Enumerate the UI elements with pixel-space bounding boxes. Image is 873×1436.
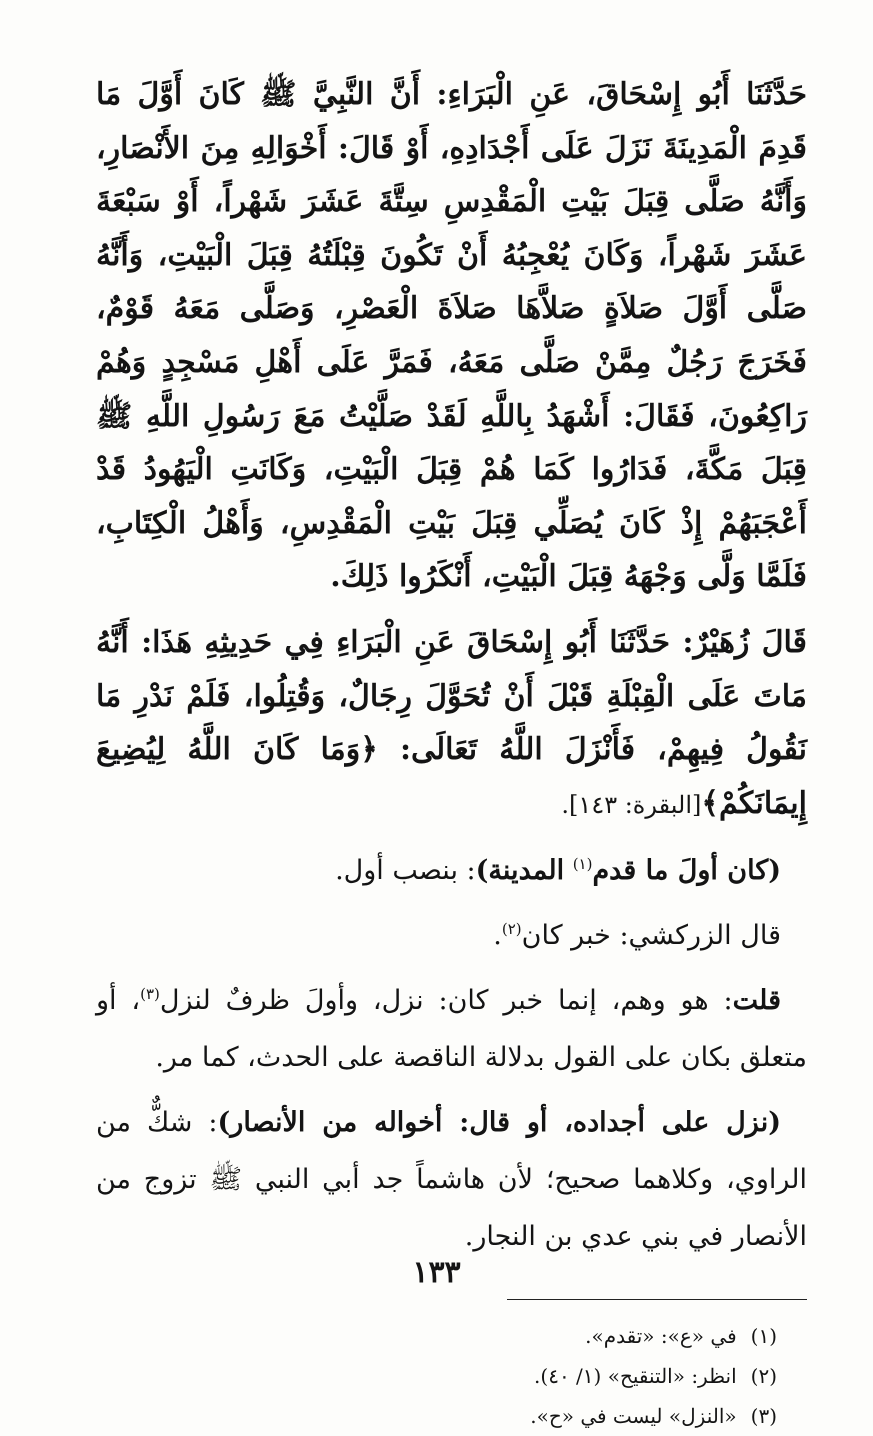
- footnote-number: (١): [750, 1324, 777, 1349]
- footnote-number: (٣): [750, 1404, 777, 1429]
- footnote-2: [96, 1356, 807, 1396]
- commentary-lemma-4: (نزل على أجداده، أو قال: أخواله من الأنصار): [217, 1107, 781, 1139]
- commentary-lemma-1: (كان أولَ ما قدم: [592, 855, 781, 887]
- footnote-text: في «ع»: «تقدم».: [585, 1324, 737, 1349]
- hadith-paragraph-1: حَدَّثَنَا أَبُو إِسْحَاقَ، عَنِ الْبَرَاءِ: أَنَّ النَّبِيَّ ﷺ كَانَ أَوَّلَ مَا قَدِمَ الْمَدِينَةَ نَزَلَ عَلَى أَجْدَادِهِ، أَوْ قَالَ: أَخْوَالِهِ مِنَ الأَنْصَارِ، وَأَنَّهُ صَلَّى قِبَلَ بَيْتِ الْمَقْدِسِ سِتَّةَ عَشَرَ شَهْراً، أَوْ سَبْعَةَ عَشَرَ شَهْراً، وَكَانَ يُعْجِبُهُ أَنْ تَكُونَ قِبْلَتُهُ قِبَلَ الْبَيْتِ، وَأَنَّهُ صَلَّى أَوَّلَ صَلاَةٍ صَلاَّهَا صَلاَةَ الْعَصْرِ، وَصَلَّى مَعَهُ قَوْمٌ، فَخَرَجَ رَجُلٌ مِمَّنْ صَلَّى مَعَهُ، فَمَرَّ عَلَى أَهْلِ مَسْجِدٍ وَهُمْ رَاكِعُونَ، فَقَالَ: أَشْهَدُ بِاللَّهِ لَقَدْ صَلَّيْتُ مَعَ رَسُولِ اللَّهِ ﷺ قِبَلَ مَكَّةَ، فَدَارُوا كَمَا هُمْ قِبَلَ الْبَيْتِ، وَكَانَتِ الْيَهُودُ قَدْ أَعْجَبَهُمْ إِذْ كَانَ يُصَلِّي قِبَلَ بَيْتِ الْمَقْدِسِ، وَأَهْلُ الْكِتَابِ، فَلَمَّا وَلَّى وَجْهَهُ قِبَلَ الْبَيْتِ، أَنْكَرُوا ذَلِكَ.: [96, 77, 807, 595]
- hadith-paragraph-2: [96, 616, 807, 832]
- commentary-text-1: : بنصب أول.: [335, 855, 476, 887]
- footnote-separator: [507, 1299, 807, 1300]
- commentary-lemma-3: قلت: [732, 985, 781, 1017]
- commentary-end-2: .: [493, 920, 502, 952]
- footnote-3: [96, 1396, 807, 1436]
- commentary-paragraph-2: [96, 907, 807, 964]
- verse-reference: [البقرة: ١٤٣].: [561, 790, 702, 819]
- footnote-text: انظر: «التنقيح» (١/ ٤٠).: [534, 1364, 737, 1389]
- commentary-text-2: قال الزركشي: خبر كان: [521, 920, 781, 952]
- commentary-text-3b: ، أو متعلق بكان على القول بدلالة الناقصة على الحدث، كما مر.: [96, 985, 807, 1074]
- commentary-paragraph-4: [96, 1094, 807, 1265]
- commentary-paragraph-3: [96, 972, 807, 1086]
- page-number: ١٣٣: [412, 1255, 461, 1290]
- footnote-ref-2[interactable]: (٢): [501, 920, 522, 939]
- hadith-zuhair-text: قَالَ زُهَيْرٌ: حَدَّثَنَا أَبُو إِسْحَاقَ عَنِ الْبَرَاءِ فِي حَدِيثِهِ هَذَا: أَنَّهُ مَاتَ عَلَى الْقِبْلَةِ قَبْلَ أَنْ تُحَوَّلَ رِجَالٌ، وَقُتِلُوا، فَلَمْ نَدْرِ مَا نَقُولُ فِيهِمْ، فَأَنْزَلَ اللَّهُ تَعَالَى:: [96, 624, 807, 768]
- commentary-text-3: : هو وهم، إنما خبر كان: نزل، وأولَ ظرفٌ لنزل: [159, 985, 733, 1017]
- footnote-ref-1[interactable]: (١): [572, 855, 593, 874]
- commentary-lemma-1b: المدينة): [475, 855, 565, 887]
- commentary-text-4: : شكٌّ من الراوي، وكلاهما صحيح؛ لأن هاشماً جد أبي النبي ﷺ تزوج من الأنصار في بني عدي بن النجار.: [96, 1107, 807, 1253]
- footnote-ref-3[interactable]: (٣): [140, 985, 160, 1004]
- footnotes: [96, 1316, 807, 1436]
- footnote-number: (٢): [750, 1364, 777, 1389]
- footnote-text: «النزل» ليست في «ح».: [530, 1404, 737, 1429]
- commentary-paragraph-1: [96, 842, 807, 899]
- quran-verse: ﴿وَمَا كَانَ اللَّهُ لِيُضِيعَ إِيمَانَكُمْ﴾: [96, 732, 807, 821]
- footnote-1: [96, 1316, 807, 1356]
